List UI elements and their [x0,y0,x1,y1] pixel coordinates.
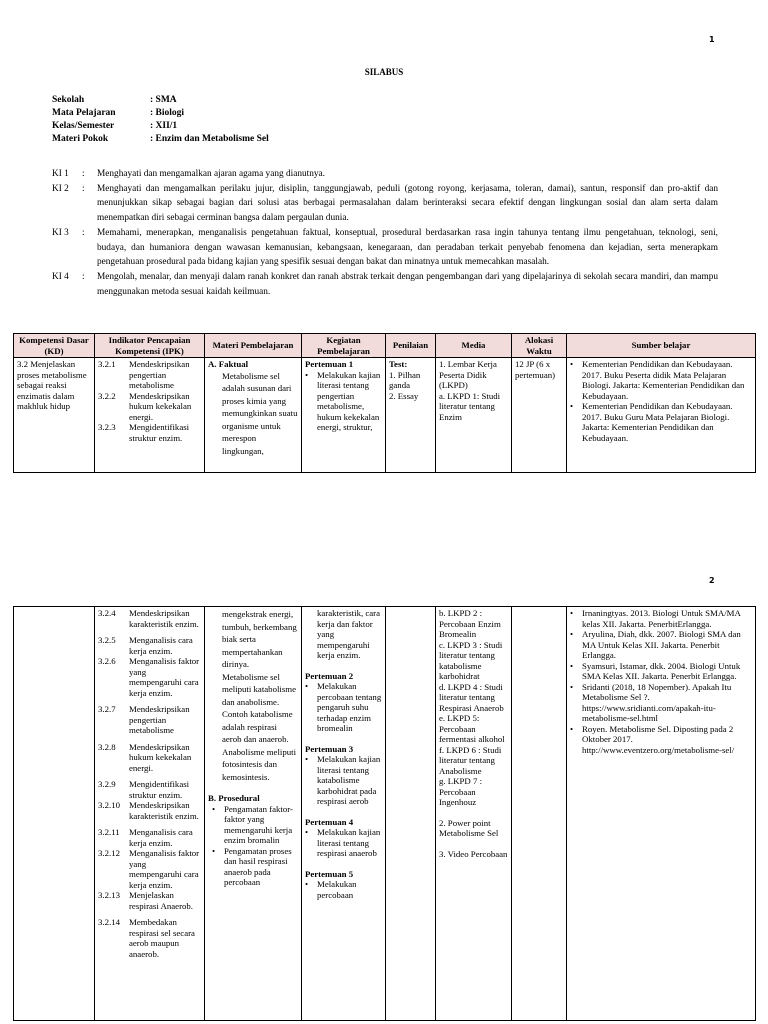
bullet-icon: • [570,359,574,369]
materi-heading: B. Prosedural [208,793,260,803]
ki-item: KI 4 : Mengolah, menalar, dan menyaji dalam ranah konkret dan ranah abstrak terkait dengan pengembangan dari yang dipelajarinya di sekolah secara mandiri, dan mampu menggunakan metoda sesuai kaidah keilmuan. [52,271,718,297]
ipk-item: 3.2.7 Mendeskripsikan pengertian metabolisme [98,704,190,735]
bullet-icon: • [570,629,574,639]
materi-cell [205,607,302,1021]
materi-bullet: Pengamatan faktor-faktor yang memengaruhi kerja enzim bromalin [224,803,293,845]
sumber-item: Syamsuri, Istamar, dkk. 2004. Biologi Untuk SMA Kelas XII. Jakarta. Penerbit Erlangga. [582,660,741,681]
ki-item: KI 3 : Memahami, menerapkan, menganalisis pengetahuan faktual, konseptual, prosedural berdasarkan rasa ingin tahunya tentang ilmu pengetahuan, teknologi, seni, budaya, dan humaniora dengan wawasan kemanusian, kebangsaan, kenegaraan, dan peradaban terkait penyebab fenomena dan kejadian, serta menerapkam pengetahuan prosedural pada bidang kajian yang spesifik sesuai dengan bakat dan minatnya untuk memecahkan masalah. [52,227,718,268]
page-number: 2 [709,576,715,585]
materi-text: Metabolisme sel meliputi katabolisme dan anabolisme. [222,671,297,707]
kd-cell [14,607,95,1021]
bullet-icon: • [570,681,574,692]
identity-block [52,95,269,147]
kegiatan-heading: Pertemuan 2 [305,670,354,681]
penilaian-cell [386,607,436,1021]
syllabus-table-page1 [13,333,756,473]
ipk-item: 3.2.13 Menjelaskan respirasi Anaerob. [98,890,194,911]
media-item: b. LKPD 2 : Percobaan Enzim Bromealin [439,608,501,639]
alokasi-cell [512,607,567,1021]
document-title: SILABUS [364,67,404,77]
header-kegiatan: Kegiatan Pembelajaran [302,334,386,358]
header-media: Media [436,334,512,358]
ki-item: KI 2 : Menghayati dan mengamalkan perilaku jujur, disiplin, tanggungjawab, peduli (gotong royong, kerjasama, toleran, damai), santun, responsif dan pro-aktif dan menunjukkan sikap sebagai bagian dari solusi atas berbagai permasalahan dalam berinteraksi secara efektif dengan lingkungan sosial dan alam serta dalam menempatkan diri sebagai cerminan bangsa dalam pergaulan dunia. [52,183,718,224]
materi-text: Contoh katabolisme adalah respirasi aerob dan anaerob. [222,709,293,744]
kegiatan-heading: Pertemuan 4 [305,816,354,827]
header-kd: Kompetensi Dasar (KD) [14,334,95,358]
materi-text: mengekstrak energi, tumbuh, berkembang biak serta mempertahankan dirinya. [222,609,297,669]
kegiatan-heading: Pertemuan 3 [305,743,354,754]
media-item: c. LKPD 3 : Studi literatur tentang katabolisme karbohidrat [439,639,503,681]
bullet-icon: • [570,660,574,671]
ipk-cell [95,607,205,1021]
sumber-item: Royen. Metabolisme Sel. Diposting pada 2 Oktober 2017. http://www.eventzero.org/metabolisme-sel/ [582,723,735,755]
sumber-item: Aryulina, Diah, dkk. 2007. Biologi SMA dan MA Untuk Kelas XII. Jakarta. Penerbit Erlangga. [582,629,741,660]
ipk-item: 3.2.3 Mengidentifikasi struktur enzim. [98,422,190,443]
identity-row: Mata Pelajaran : Biologi [52,108,185,118]
sumber-cell [567,607,756,1021]
page-number: 1 [709,35,715,44]
ipk-item: 3.2.10 Mendeskripsikan karakteristik enzim. [98,800,199,821]
header-penilaian: Penilaian [386,334,436,358]
kegiatan-text: Melakukan kajian literasi tentang katabolisme karbohidrat pada respirasi aerob [317,754,381,806]
kegiatan-cell [302,358,386,473]
materi-text: Anabolisme meliputi fotosintesis dan kemosintesis. [222,746,297,782]
ipk-item: 3.2.11 Menganalisis cara kerja enzim. [98,827,193,848]
alokasi-cell: 12 JP (6 x pertemuan) [512,358,567,473]
header-materi: Materi Pembelajaran [205,334,302,358]
bullet-icon: • [305,879,309,889]
sumber-item: Sridanti (2018, 18 Nopember). Apakah Itu Metabolisme Sel ?. https://www.sridianti.com/apakah-itu-metabolisme-sel.html [582,681,732,723]
media-item: 3. Video Percobaan [439,848,508,859]
identity-row: Sekolah : SMA [52,95,177,105]
bullet-icon: • [212,803,216,814]
materi-bullet: Pengamatan proses dan hasil respirasi anaerob pada percobaan [224,845,292,887]
sumber-item: Irnaningtyas. 2013. Biologi Untuk SMA/MA kelas XII. Jakarta. PenerbitErlangga. [582,608,741,629]
kegiatan-heading: Pertemuan 1 [305,359,354,369]
penilaian-heading: Test: [389,359,408,369]
header-sumber: Sumber belajar [567,334,756,358]
sumber-item: Kementerian Pendidikan dan Kebudayaan. 2017. Buku Peserta didik Mata Pelajaran Biologi. Jakarta: Kementerian Pendidikan dan Kebudayaan. [582,359,745,401]
kegiatan-text: Melakukan kajian literasi tentang pengertian metabolisme, hukum kekekalan energi, struktur, [317,369,381,432]
core-competencies [52,167,718,299]
penilaian-item: 1. Pilhan ganda [389,369,421,390]
ipk-item: 3.2.9 Mengidentifikasi struktur enzim. [98,779,190,800]
kegiatan-cell [302,607,386,1021]
materi-text: Metabolisme sel adalah susunan dari proses kimia yang memungkinkan suatu organisme untuk merespon lingkungan, [222,370,298,456]
identity-row: Kelas/Semester : XII/1 [52,121,178,131]
bullet-icon: • [570,723,574,734]
materi-heading: A. Faktual [208,359,249,369]
kegiatan-text: Melakukan kajian literasi tentang respirasi anaerob [317,827,381,858]
bullet-icon: • [305,681,309,691]
ipk-cell [95,358,205,473]
media-item: d. LKPD 4 : Studi literatur tentang Respirasi Anaerob [439,681,504,713]
ipk-item: 3.2.4 Mendeskripsikan karakteristik enzim. [98,608,199,629]
media-item: f. LKPD 6 : Studi literatur tentang Anabolisme [439,744,502,776]
penilaian-cell [386,358,436,473]
ki-item: KI 1 : Menghayati dan mengamalkan ajaran agama yang dianutnya. [52,169,325,179]
syllabus-table-page2 [13,606,756,1021]
kegiatan-heading: Pertemuan 5 [305,868,354,879]
kegiatan-text: Melakukan percobaan tentang pengaruh suhu terhadap enzim bromealin [317,681,382,733]
ipk-item: 3.2.1 Mendeskripsikan pengertian metabolisme [98,359,190,390]
bullet-icon: • [305,754,309,764]
media-cell [436,607,512,1021]
ipk-item: 3.2.12 Menganalisis faktor yang mempengaruhi cara kerja enzim. [98,848,200,890]
ipk-item: 3.2.14 Membedakan respirasi sel secara aerob maupun anaerob. [98,917,195,959]
ipk-item: 3.2.6 Menganalisis faktor yang mempengaruhi cara kerja enzim. [98,656,200,698]
ipk-item: 3.2.2 Mendeskripsikan hukum kekekalan energi. [98,390,192,422]
media-cell [436,358,512,473]
ipk-item: 3.2.5 Menganalisis cara kerja enzim. [98,635,193,656]
kegiatan-text: Melakukan percobaan [317,879,357,900]
bullet-icon: • [212,845,216,856]
bullet-icon: • [305,827,309,837]
bullet-icon: • [570,401,574,411]
kegiatan-text: karakteristik, cara kerja dan faktor yang mempengaruhi kerja enzim. [317,608,381,660]
ipk-item: 3.2.8 Mendeskripsikan hukum kekekalan energi. [98,741,192,773]
media-item: e. LKPD 5: Percobaan fermentasi alkohol [439,713,505,744]
media-item: 2. Power point Metabolisme Sel [439,817,499,838]
kd-cell: 3.2 Menjelaskan proses metabolisme sebagai reaksi enzimatis dalam makhluk hidup [14,358,95,473]
bullet-icon: • [570,608,574,618]
media-item: 1. Lembar Kerja Peserta Didik (LKPD) [439,359,497,390]
media-item: a. LKPD 1: Studi literatur tentang Enzim [439,390,501,422]
sumber-item: Kementerian Pendidikan dan Kebudayaan. 2017. Buku Guru Mata Pelajaran Biologi. Jakarta: Kementerian Pendidikan dan Kebudayaan. [582,401,733,443]
bullet-icon: • [305,369,309,380]
header-alokasi: Alokasi Waktu [512,334,567,358]
materi-cell [205,358,302,473]
media-item: g. LKPD 7 : Percobaan Ingenhouz [439,776,483,807]
penilaian-item: 2. Essay [389,390,419,401]
identity-row: Materi Pokok : Enzim dan Metabolisme Sel [52,134,269,144]
header-ipk: Indikator Pencapaian Kompetensi (IPK) [95,334,205,358]
sumber-cell [567,358,756,473]
